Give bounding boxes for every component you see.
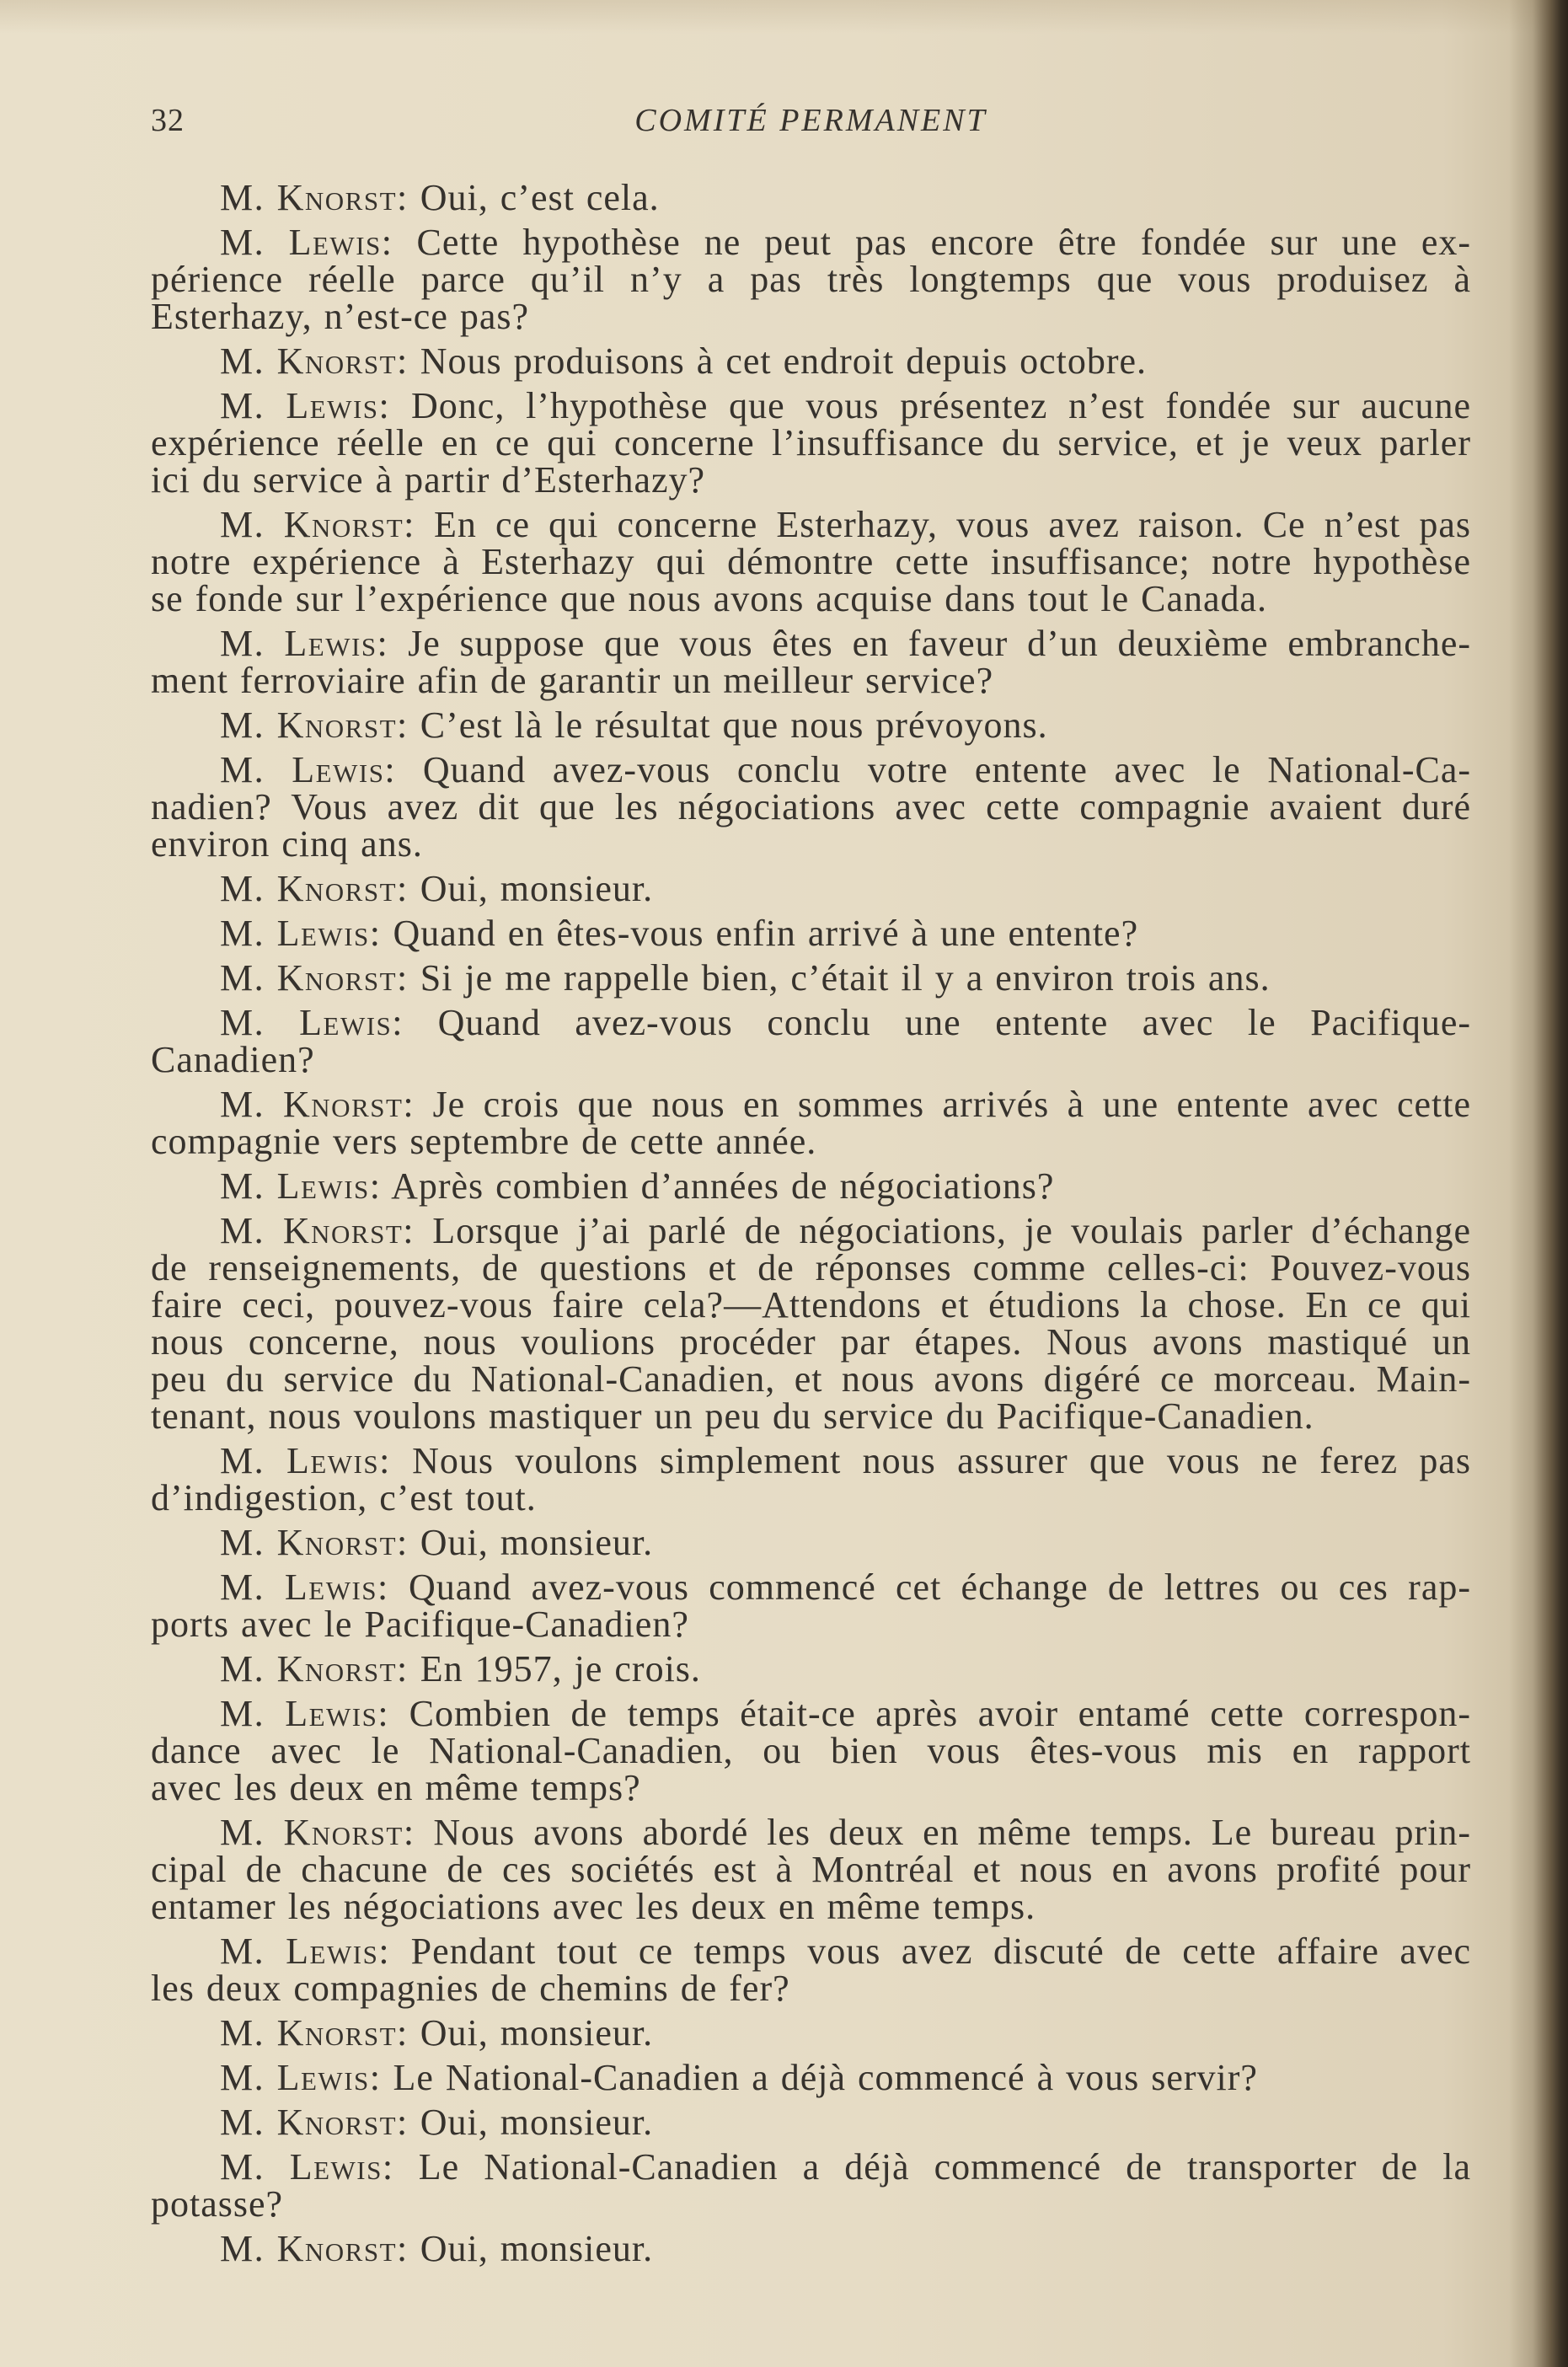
dialogue-paragraph (151, 704, 1471, 746)
dialogue-paragraph (151, 1086, 1471, 1160)
text-line: notre expérience à Esterhazy qui démontre cette insuffisance; notre hypothèse (151, 541, 1471, 582)
dialogue-text: En 1957, je crois. (420, 1648, 701, 1690)
transcript-body (151, 179, 1471, 2275)
dialogue-paragraph (151, 915, 1471, 952)
dialogue-text: Quand avez-vous conclu une entente avec le Pacifique- (437, 1002, 1472, 1043)
speaker-label: M. Knorst: (220, 2228, 409, 2269)
dialogue-text: Oui, monsieur. (420, 1522, 654, 1563)
running-title: COMITÉ PERMANENT (634, 103, 987, 138)
dialogue-text: Le National-Canadien a déjà commencé à vous servir? (393, 2057, 1258, 2098)
dialogue-text: Nous avons abordé les deux en même temps. Le bureau prin- (433, 1812, 1472, 1853)
text-line: nadien? Vous avez dit que les négociations avec cette compagnie avaient duré (151, 786, 1471, 827)
text-line (151, 1814, 1471, 1851)
text-line: peu du service du National-Canadien, et nous avons digéré ce morceau. Main- (151, 1358, 1471, 1400)
text-line: se fonde sur l’expérience que nous avons acquise dans tout le Canada. (151, 578, 1268, 619)
text-line: compagnie vers septembre de cette année. (151, 1121, 817, 1162)
text-line (151, 385, 1472, 426)
dialogue-text: Quand avez-vous commencé cet échange de lettres ou ces rap- (409, 1566, 1472, 1608)
dialogue-paragraph (151, 1440, 1472, 1518)
text-line (151, 1086, 1471, 1123)
text-line (151, 224, 1471, 261)
speaker-label: M. Knorst: (220, 868, 409, 909)
speaker-label: M. Knorst: (220, 2102, 409, 2143)
speaker-label: M. Lewis: (220, 2146, 394, 2188)
dialogue-text: Nous voulons simplement nous assurer que vous ne ferez pas (412, 1440, 1472, 1481)
speaker-label: M. Knorst: (220, 704, 409, 746)
dialogue-paragraph (151, 1933, 1471, 2007)
speaker-label: M. Knorst: (220, 1522, 409, 1563)
speaker-label: M. Knorst: (220, 1812, 415, 1853)
dialogue-text: Je suppose que vous êtes en faveur d’un deuxième embranche- (408, 623, 1472, 664)
dialogue-paragraph (151, 870, 1471, 908)
dialogue-paragraph (151, 385, 1472, 501)
text-line: faire ceci, pouvez-vous faire cela?—Attendons et étudions la chose. En ce qui (151, 1284, 1471, 1325)
dialogue-paragraph (151, 1004, 1471, 1079)
text-line: de renseignements, de questions et de réponses comme celles-ci: Pouvez-vous (151, 1247, 1471, 1288)
dialogue-paragraph (151, 1524, 1471, 1561)
speaker-label: M. Knorst: (220, 957, 409, 999)
text-line (151, 1566, 1472, 1608)
speaker-label: M. Knorst: (220, 177, 409, 218)
speaker-label: M. Lewis: (220, 1566, 389, 1608)
dialogue-text: En ce qui concerne Esterhazy, vous avez raison. Ce n’est pas (434, 504, 1471, 545)
dialogue-paragraph (151, 1210, 1472, 1437)
text-line (151, 1933, 1471, 1970)
speaker-label: M. Lewis: (220, 1002, 404, 1043)
text-line (151, 749, 1472, 790)
dialogue-paragraph (151, 1648, 1471, 1690)
dialogue-paragraph (151, 1566, 1472, 1645)
dialogue-paragraph (151, 340, 1471, 382)
speaker-label: M. Lewis: (220, 1165, 382, 1207)
text-line (151, 2104, 1471, 2141)
text-line (151, 1004, 1471, 1042)
dialogue-text: Cette hypothèse ne peut pas encore être fondée sur une ex- (416, 222, 1472, 263)
speaker-label: M. Lewis: (220, 1440, 391, 1481)
speaker-label: M. Knorst: (220, 504, 415, 545)
speaker-label: M. Lewis: (220, 385, 391, 426)
dialogue-text: Oui, c’est cela. (420, 177, 660, 218)
dialogue-text: Quand en êtes-vous enfin arrivé à une entente? (393, 913, 1139, 954)
dialogue-text: C’est là le résultat que nous prévoyons. (420, 704, 1048, 746)
dialogue-text: Oui, monsieur. (420, 2012, 654, 2054)
text-line: nous concerne, nous voulions procéder par étapes. Nous avons mastiqué un (151, 1321, 1471, 1363)
text-line: périence réelle parce qu’il n’y a pas très longtemps que vous produisez à (151, 259, 1471, 300)
dialogue-text: Lorsque j’ai parlé de négociations, je voulais parler d’échange (432, 1210, 1472, 1251)
dialogue-paragraph (151, 179, 1471, 217)
text-line: environ cinq ans. (151, 823, 423, 865)
text-line (151, 2230, 1471, 2268)
speaker-label: M. Knorst: (220, 2012, 409, 2054)
dialogue-text: Pendant tout ce temps vous avez discuté de cette affaire avec (410, 1931, 1472, 1972)
text-line (151, 179, 1471, 217)
dialogue-text: Donc, l’hypothèse que vous présentez n’est fondée sur aucune (411, 385, 1472, 426)
text-line (151, 506, 1471, 544)
page-top-shade (0, 0, 1568, 34)
dialogue-paragraph (151, 1165, 1471, 1207)
speaker-label: M. Lewis: (220, 1693, 390, 1734)
dialogue-text: Je crois que nous en sommes arrivés à une entente avec cette (432, 1084, 1471, 1125)
dialogue-paragraph (151, 2012, 1471, 2054)
text-line: cipal de chacune de ces sociétés est à Montréal et nous en avons profité pour (151, 1849, 1471, 1890)
dialogue-paragraph (151, 2104, 1471, 2141)
dialogue-paragraph (151, 957, 1471, 999)
page-header (151, 99, 1471, 142)
page-edge-shadow (1509, 0, 1568, 2367)
text-line (151, 2146, 1472, 2188)
text-line: expérience réelle en ce qui concerne l’insuffisance du service, et je veux parler (151, 422, 1471, 463)
speaker-label: M. Lewis: (220, 2057, 382, 2098)
text-line: les deux compagnies de chemins de fer? (151, 1968, 790, 2009)
speaker-label: M. Knorst: (220, 1084, 415, 1125)
speaker-label: M. Lewis: (220, 1931, 391, 1972)
dialogue-paragraph (151, 625, 1471, 699)
text-line: Esterhazy, n’est-ce pas? (151, 296, 530, 337)
speaker-label: M. Lewis: (220, 913, 382, 954)
dialogue-paragraph (151, 1814, 1471, 1925)
dialogue-text: Combien de temps était-ce après avoir entamé cette correspon- (409, 1693, 1472, 1734)
speaker-label: M. Knorst: (220, 1648, 409, 1690)
text-line (151, 2012, 1471, 2054)
dialogue-text: Oui, monsieur. (420, 2228, 654, 2269)
text-line: ports avec le Pacifique-Canadien? (151, 1604, 689, 1645)
text-line (151, 1440, 1472, 1481)
speaker-label: M. Lewis: (220, 623, 389, 664)
text-line (151, 870, 1471, 908)
dialogue-text: Le National-Canadien a déjà commencé de transporter de la (418, 2146, 1472, 2188)
dialogue-text: Après combien d’années de négociations? (391, 1165, 1055, 1207)
dialogue-text: Oui, monsieur. (420, 2102, 654, 2143)
dialogue-paragraph (151, 506, 1471, 618)
dialogue-paragraph (151, 2230, 1471, 2268)
text-line: d’indigestion, c’est tout. (151, 1477, 537, 1518)
text-line: dance avec le National-Canadien, ou bien vous êtes-vous mis en rapport (151, 1730, 1471, 1771)
dialogue-text: Si je me rappelle bien, c’était il y a environ trois ans. (420, 957, 1271, 999)
text-line (151, 1524, 1471, 1561)
text-line: Canadien? (151, 1039, 315, 1080)
text-line (151, 915, 1471, 952)
dialogue-paragraph (151, 2146, 1472, 2225)
text-line (151, 1695, 1471, 1732)
dialogue-paragraph (151, 2059, 1471, 2097)
text-line (151, 340, 1471, 382)
text-line (151, 2059, 1471, 2097)
text-line: ment ferroviaire afin de garantir un meilleur service? (151, 660, 994, 701)
text-line: potasse? (151, 2183, 284, 2225)
dialogue-paragraph (151, 224, 1471, 335)
dialogue-text: Oui, monsieur. (420, 868, 654, 909)
text-line (151, 704, 1471, 746)
dialogue-text: Quand avez-vous conclu votre entente avec le National-Ca- (422, 749, 1472, 790)
text-line: tenant, nous voulons mastiquer un peu du service du Pacifique-Canadien. (151, 1395, 1314, 1437)
speaker-label: M. Knorst: (220, 1210, 415, 1251)
page-number: 32 (151, 103, 185, 138)
text-line (151, 625, 1471, 662)
text-line: entamer les négociations avec les deux en même temps. (151, 1886, 1036, 1927)
dialogue-paragraph (151, 1695, 1471, 1807)
text-line (151, 1648, 1471, 1690)
text-line: avec les deux en même temps? (151, 1767, 641, 1808)
speaker-label: M. Lewis: (220, 749, 397, 790)
text-line (151, 1165, 1471, 1207)
text-line: ici du service à partir d’Esterhazy? (151, 459, 706, 501)
speaker-label: M. Lewis: (220, 222, 393, 263)
dialogue-text: Nous produisons à cet endroit depuis octobre. (420, 340, 1148, 382)
speaker-label: M. Knorst: (220, 340, 409, 382)
text-line (151, 1210, 1472, 1251)
dialogue-paragraph (151, 749, 1472, 865)
text-line (151, 957, 1471, 999)
